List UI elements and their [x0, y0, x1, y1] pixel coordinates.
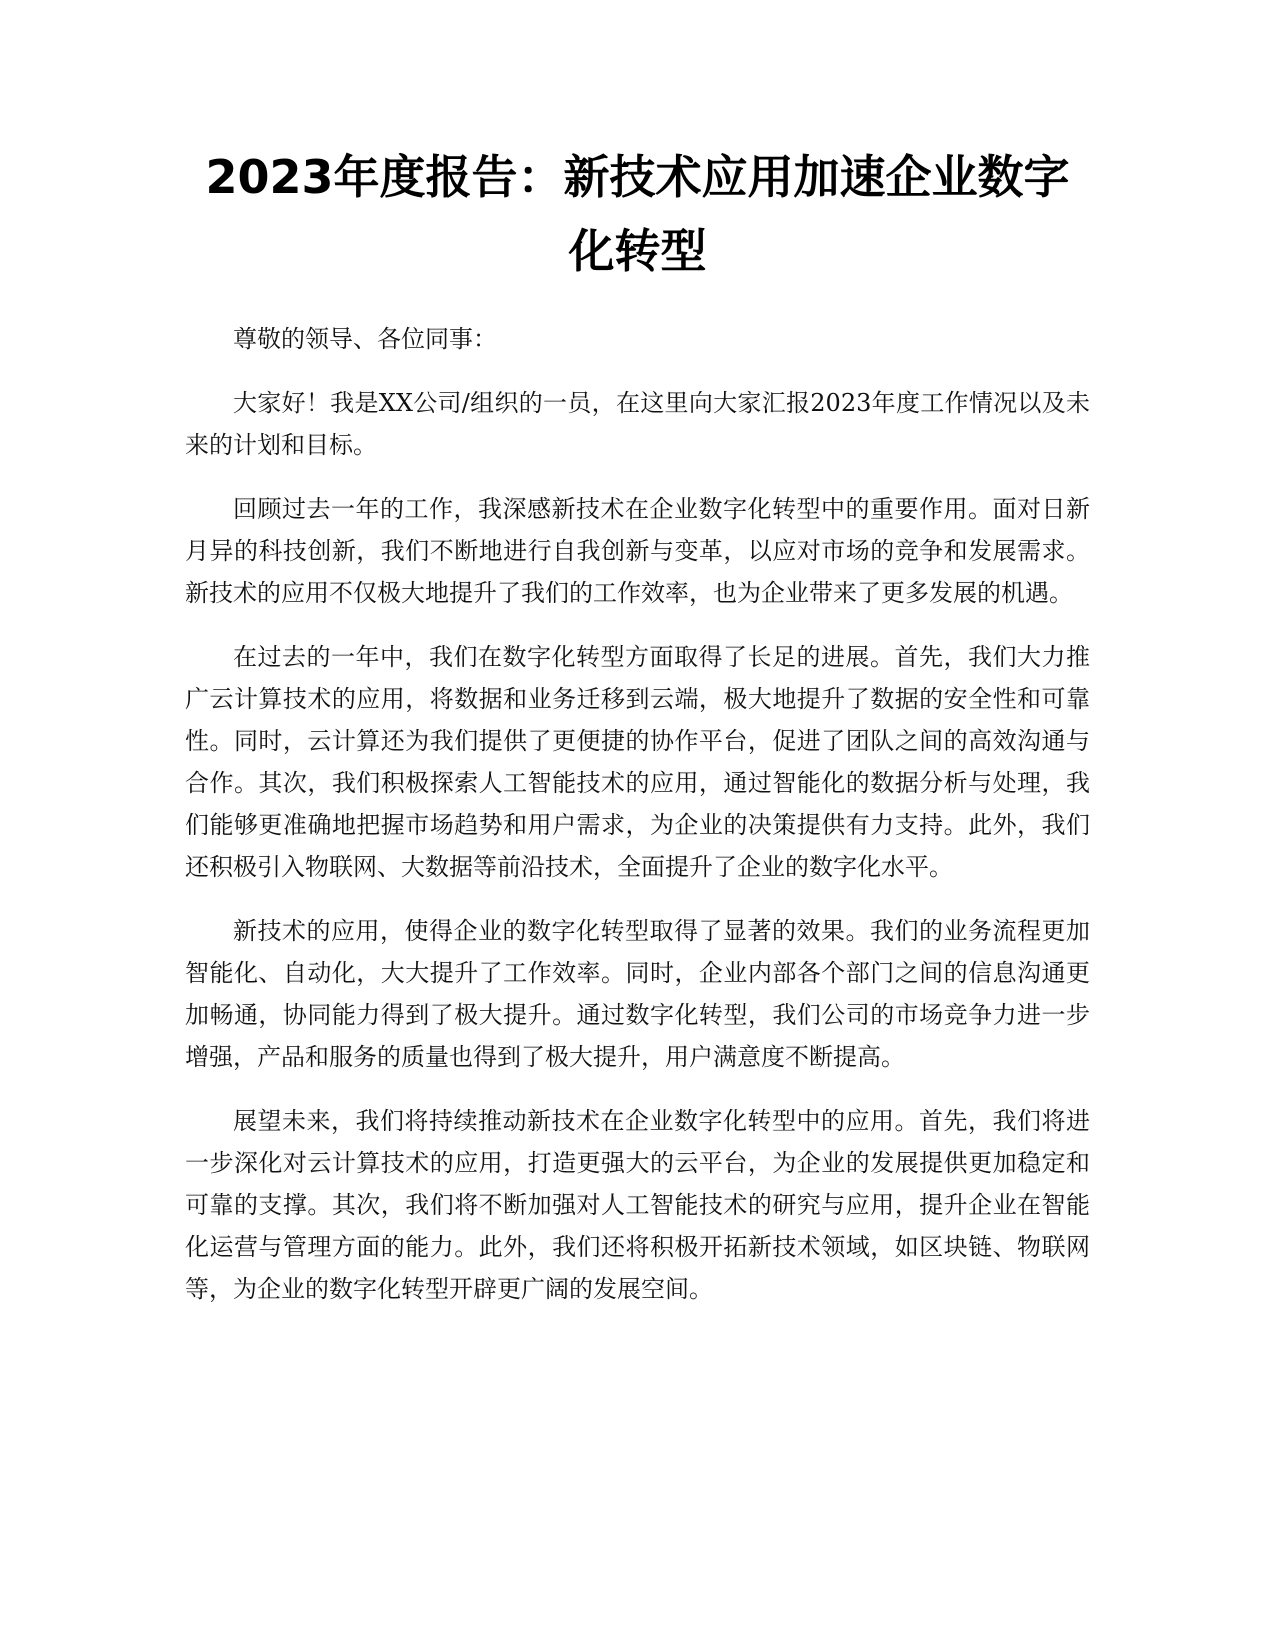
document-title: 2023年度报告：新技术应用加速企业数字化转型: [205, 150, 1070, 278]
paragraph-review: 回顾过去一年的工作，我深感新技术在企业数字化转型中的重要作用。面对日新月异的科技创新，我们不断地进行自我创新与变革，以应对市场的竞争和发展需求。新技术的应用不仅极大地提升了我们的工作效率，也为企业带来了更多发展的机遇。: [185, 495, 1090, 607]
paragraph-greeting: 大家好！我是XX公司/组织的一员，在这里向大家汇报2023年度工作情况以及未来的计划和目标。: [185, 389, 1090, 459]
salutation: 尊敬的领导、各位同事：: [233, 325, 497, 353]
paragraph-outlook: 展望未来，我们将持续推动新技术在企业数字化转型中的应用。首先，我们将进一步深化对云计算技术的应用，打造更强大的云平台，为企业的发展提供更加稳定和可靠的支撑。其次，我们将不断加强对人工智能技术的研究与应用，提升企业在智能化运营与管理方面的能力。此外，我们还将积极开拓新技术领域，如区块链、物联网等，为企业的数字化转型开辟更广阔的发展空间。: [185, 1107, 1090, 1303]
document-body: [185, 318, 1090, 1332]
paragraph-progress: 在过去的一年中，我们在数字化转型方面取得了长足的进展。首先，我们大力推广云计算技术的应用，将数据和业务迁移到云端，极大地提升了数据的安全性和可靠性。同时，云计算还为我们提供了更便捷的协作平台，促进了团队之间的高效沟通与合作。其次，我们积极探索人工智能技术的应用，通过智能化的数据分析与处理，我们能够更准确地把握市场趋势和用户需求，为企业的决策提供有力支持。此外，我们还积极引入物联网、大数据等前沿技术，全面提升了企业的数字化水平。: [185, 643, 1090, 881]
paragraph-results: 新技术的应用，使得企业的数字化转型取得了显著的效果。我们的业务流程更加智能化、自动化，大大提升了工作效率。同时，企业内部各个部门之间的信息沟通更加畅通，协同能力得到了极大提升。通过数字化转型，我们公司的市场竞争力进一步增强，产品和服务的质量也得到了极大提升，用户满意度不断提高。: [185, 917, 1090, 1071]
